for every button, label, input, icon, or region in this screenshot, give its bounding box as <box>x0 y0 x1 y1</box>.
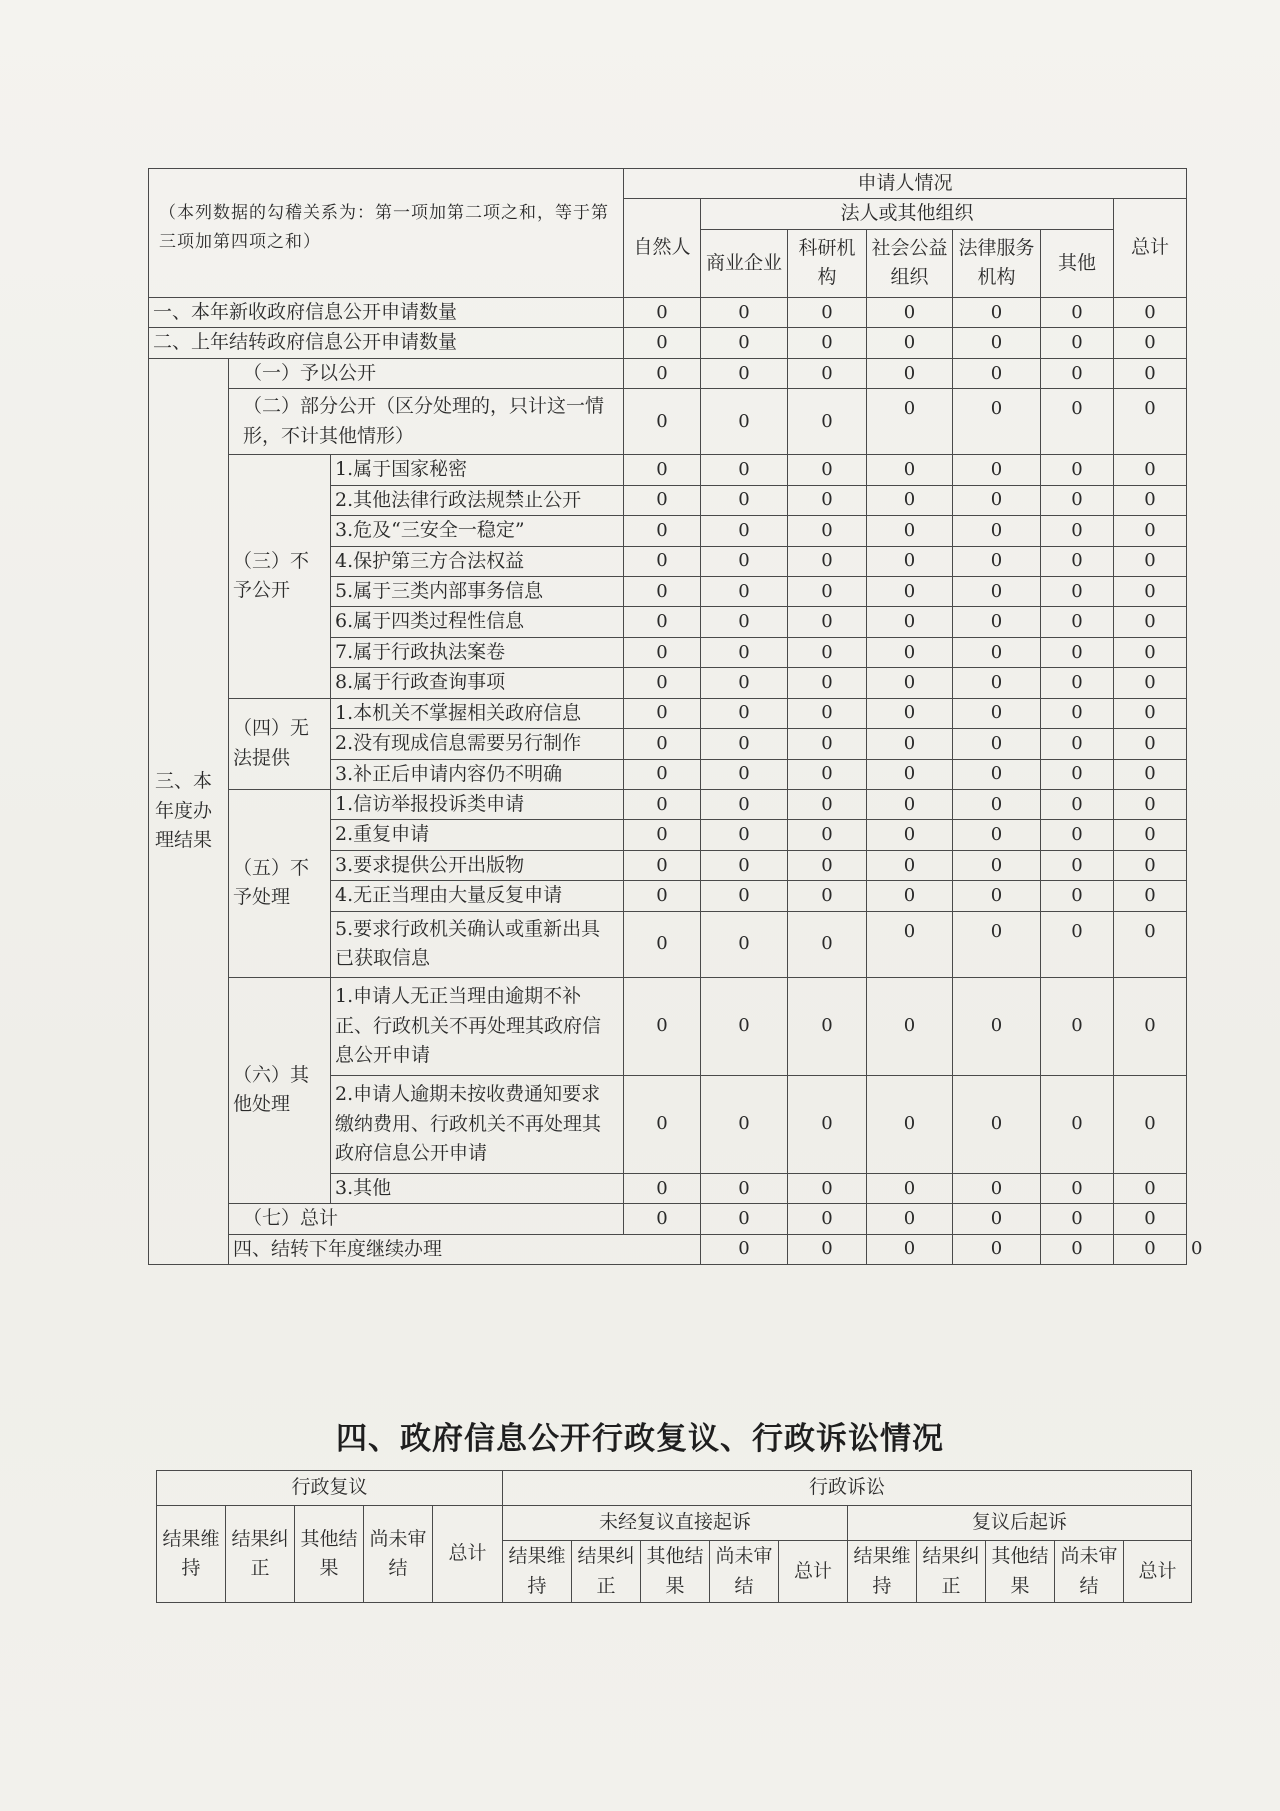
group-label: （三）不予公开 <box>229 455 331 699</box>
cell-value: 0 <box>701 668 788 698</box>
cell-value: 0 <box>701 546 788 576</box>
cell-value: 0 <box>867 455 953 485</box>
cell-value: 0 <box>1114 820 1187 850</box>
cell-value: 0 <box>1041 698 1114 728</box>
other-header: 其他 <box>1041 229 1114 297</box>
cell-value: 0 <box>624 881 701 911</box>
cell-value: 0 <box>788 1204 867 1234</box>
cell-value: 0 <box>1041 389 1114 455</box>
application-stats-table <box>148 168 1203 1265</box>
cell-value: 0 <box>701 850 788 880</box>
cell-value: 0 <box>624 607 701 637</box>
cell-value: 0 <box>867 546 953 576</box>
cell-value: 0 <box>1114 576 1187 606</box>
legal-group-header: 法人或其他组织 <box>701 199 1114 229</box>
cell-value: 0 <box>953 790 1041 820</box>
cell-value: 0 <box>788 977 867 1075</box>
cell-value: 0 <box>867 1234 953 1264</box>
cell-value: 0 <box>953 389 1041 455</box>
cell-value: 0 <box>1041 977 1114 1075</box>
cell-value: 0 <box>788 485 867 515</box>
row-label: 1.属于国家秘密 <box>331 455 624 485</box>
cell-value: 0 <box>788 297 867 327</box>
cell-value: 0 <box>953 546 1041 576</box>
group-label: （五）不予处理 <box>229 790 331 978</box>
col-header: 结果维持 <box>503 1541 572 1603</box>
cell-value: 0 <box>701 977 788 1075</box>
cell-value: 0 <box>1041 1234 1114 1264</box>
cell-value: 0 <box>867 759 953 789</box>
row-label: 4.保护第三方合法权益 <box>331 546 624 576</box>
cell-value: 0 <box>953 455 1041 485</box>
col-header: 尚未审结 <box>710 1541 779 1603</box>
cell-value: 0 <box>788 668 867 698</box>
cell-value: 0 <box>1114 1173 1187 1203</box>
table-row <box>149 790 1187 820</box>
cell-value: 0 <box>1114 698 1187 728</box>
cell-value: 0 <box>1041 637 1114 667</box>
row-label: 5.属于三类内部事务信息 <box>331 576 624 606</box>
row-label: 2.重复申请 <box>331 820 624 850</box>
total-header: 总计 <box>1114 199 1187 297</box>
cell-value: 0 <box>953 516 1041 546</box>
cell-value: 0 <box>624 729 701 759</box>
row-label: 3.要求提供公开出版物 <box>331 850 624 880</box>
cell-value: 0 <box>1114 297 1187 327</box>
cell-value: 0 <box>624 546 701 576</box>
cell-value: 0 <box>624 576 701 606</box>
cell-value: 0 <box>788 546 867 576</box>
cell-value: 0 <box>867 911 953 977</box>
table-row <box>149 358 1187 388</box>
cell-value: 0 <box>953 911 1041 977</box>
after-review-header: 复议后起诉 <box>848 1506 1192 1541</box>
cell-value: 0 <box>624 358 701 388</box>
cell-value: 0 <box>1114 911 1187 977</box>
cell-value: 0 <box>953 881 1041 911</box>
cell-value: 0 <box>1041 1173 1114 1203</box>
cell-value: 0 <box>867 850 953 880</box>
legal-service-header: 法律服务机构 <box>953 229 1041 297</box>
table-row <box>149 1204 1187 1234</box>
cell-value: 0 <box>1114 455 1187 485</box>
cell-value: 0 <box>953 820 1041 850</box>
col-header: 结果维持 <box>848 1541 917 1603</box>
col-header: 尚未审结 <box>364 1506 433 1603</box>
cell-value: 0 <box>953 485 1041 515</box>
cell-value: 0 <box>624 698 701 728</box>
cell-value: 0 <box>1041 546 1114 576</box>
row-label: 3.危及“三安全一稳定” <box>331 516 624 546</box>
cell-value: 0 <box>1114 546 1187 576</box>
cell-value: 0 <box>867 881 953 911</box>
cell-value: 0 <box>1041 790 1114 820</box>
cell-value: 0 <box>867 358 953 388</box>
cell-value: 0 <box>701 790 788 820</box>
cell-value: 0 <box>1041 297 1114 327</box>
cell-value: 0 <box>867 516 953 546</box>
table-row: 四、结转下年度继续办理 0 0 0 0 0 0 0 <box>149 1234 1187 1264</box>
cell-value: 0 <box>624 1173 701 1203</box>
cell-value: 0 <box>701 485 788 515</box>
cell-value: 0 <box>624 1075 701 1173</box>
table-row <box>149 297 1187 327</box>
cell-value: 0 <box>867 485 953 515</box>
cell-value: 0 <box>953 1075 1041 1173</box>
cell-value: 0 <box>953 358 1041 388</box>
cell-value: 0 <box>1041 485 1114 515</box>
cell-value: 0 <box>624 977 701 1075</box>
cell-value: 0 <box>1041 729 1114 759</box>
cell-value: 0 <box>701 389 788 455</box>
col-header: 其他结果 <box>641 1541 710 1603</box>
row-label: （一）予以公开 <box>229 358 624 388</box>
cell-value: 0 <box>953 698 1041 728</box>
natural-person-header: 自然人 <box>624 199 701 297</box>
cell-value: 0 <box>701 516 788 546</box>
cell-value: 0 <box>701 328 788 358</box>
cell-value: 0 <box>1114 977 1187 1075</box>
cell-value: 0 <box>953 297 1041 327</box>
cell-value: 0 <box>701 881 788 911</box>
cell-value: 0 <box>788 759 867 789</box>
cell-value: 0 <box>1114 1234 1187 1264</box>
commercial-header: 商业企业 <box>701 229 788 297</box>
cell-value: 0 <box>953 637 1041 667</box>
col-header: 结果纠正 <box>572 1541 641 1603</box>
row-label: 7.属于行政执法案卷 <box>331 637 624 667</box>
cell-value: 0 <box>953 576 1041 606</box>
table-row <box>149 328 1187 358</box>
cell-value: 0 <box>701 759 788 789</box>
cell-value: 0 <box>953 759 1041 789</box>
cell-value: 0 <box>953 668 1041 698</box>
cell-value: 0 <box>1114 759 1187 789</box>
row-label: 3.其他 <box>331 1173 624 1203</box>
row-label: （二）部分公开（区分处理的，只计这一情形，不计其他情形） <box>229 389 624 455</box>
cell-value: 0 <box>1041 820 1114 850</box>
cell-value: 0 <box>788 729 867 759</box>
cell-value: 0 <box>953 977 1041 1075</box>
col-header: 结果纠正 <box>226 1506 295 1603</box>
cell-value: 0 <box>1041 328 1114 358</box>
cell-value: 0 <box>867 328 953 358</box>
cell-value: 0 <box>788 790 867 820</box>
cell-value: 0 <box>788 358 867 388</box>
row-label: 6.属于四类过程性信息 <box>331 607 624 637</box>
cell-value: 0 <box>867 1204 953 1234</box>
table-row <box>149 389 1187 455</box>
group-label: （四）无法提供 <box>229 698 331 789</box>
cell-value: 0 <box>788 911 867 977</box>
cell-value: 0 <box>701 607 788 637</box>
cell-value: 0 <box>788 389 867 455</box>
cell-value: 0 <box>1114 389 1187 455</box>
cell-value: 0 <box>1041 668 1114 698</box>
cell-value: 0 <box>953 729 1041 759</box>
cell-value: 0 <box>1114 607 1187 637</box>
cell-value: 0 <box>788 637 867 667</box>
cell-value: 0 <box>788 455 867 485</box>
row-label: 2.其他法律行政法规禁止公开 <box>331 485 624 515</box>
cell-value: 0 <box>1114 1075 1187 1173</box>
cell-value: 0 <box>867 637 953 667</box>
cell-value: 0 <box>624 911 701 977</box>
review-litigation-table <box>156 1470 1192 1603</box>
row-label: （七）总计 <box>229 1204 624 1234</box>
cell-value: 0 <box>701 698 788 728</box>
cell-value: 0 <box>1114 850 1187 880</box>
cell-value: 0 <box>624 297 701 327</box>
col-header: 总计 <box>1124 1541 1192 1603</box>
row-label: 2.没有现成信息需要另行制作 <box>331 729 624 759</box>
row-label: 1.申请人无正当理由逾期不补正、行政机关不再处理其政府信息公开申请 <box>331 977 624 1075</box>
cell-value: 0 <box>1114 328 1187 358</box>
row-label: 1.本机关不掌握相关政府信息 <box>331 698 624 728</box>
research-header: 科研机构 <box>788 229 867 297</box>
cell-value: 0 <box>1041 1075 1114 1173</box>
cell-value: 0 <box>788 516 867 546</box>
cell-value: 0 <box>701 1075 788 1173</box>
section-title: 四、政府信息公开行政复议、行政诉讼情况 <box>336 1421 944 1457</box>
col-header: 尚未审结 <box>1055 1541 1124 1603</box>
cell-value: 0 <box>867 1173 953 1203</box>
cell-value: 0 <box>953 850 1041 880</box>
cell-value: 0 <box>953 1234 1041 1264</box>
col-header: 总计 <box>779 1541 848 1603</box>
cell-value: 0 <box>624 668 701 698</box>
cell-value: 0 <box>1114 516 1187 546</box>
col-header: 其他结果 <box>986 1541 1055 1603</box>
cell-value: 0 <box>701 637 788 667</box>
row-label: 二、上年结转政府信息公开申请数量 <box>149 328 624 358</box>
cell-value: 0 <box>1114 358 1187 388</box>
cell-value: 0 <box>624 850 701 880</box>
row-label: 四、结转下年度继续办理 <box>229 1234 701 1264</box>
cell-value: 0 <box>788 328 867 358</box>
group-label: （六）其他处理 <box>229 977 331 1203</box>
row-label: 5.要求行政机关确认或重新出具已获取信息 <box>331 911 624 977</box>
cell-value: 0 <box>624 516 701 546</box>
cell-value: 0 <box>701 297 788 327</box>
cell-value: 0 <box>1041 576 1114 606</box>
cell-value: 0 <box>867 576 953 606</box>
direct-header: 未经复议直接起诉 <box>503 1506 848 1541</box>
table-note: （本列数据的勾稽关系为：第一项加第二项之和，等于第三项加第四项之和） <box>149 169 624 298</box>
cell-value: 0 <box>1041 358 1114 388</box>
cell-value: 0 <box>1041 455 1114 485</box>
cell-value: 0 <box>624 790 701 820</box>
cell-value: 0 <box>788 607 867 637</box>
cell-value: 0 <box>867 820 953 850</box>
section3-label: 三、本年度办理结果 <box>149 358 229 1264</box>
cell-value: 0 <box>867 698 953 728</box>
cell-value: 0 <box>788 881 867 911</box>
cell-value: 0 <box>701 358 788 388</box>
row-label: 一、本年新收政府信息公开申请数量 <box>149 297 624 327</box>
cell-value: 0 <box>788 1075 867 1173</box>
cell-value: 0 <box>1114 790 1187 820</box>
cell-value: 0 <box>867 668 953 698</box>
cell-value: 0 <box>867 790 953 820</box>
cell-value: 0 <box>1114 668 1187 698</box>
cell-value: 0 <box>624 455 701 485</box>
cell-value: 0 <box>701 455 788 485</box>
cell-value: 0 <box>1114 729 1187 759</box>
cell-value: 0 <box>624 637 701 667</box>
cell-value: 0 <box>1041 1204 1114 1234</box>
cell-value: 0 <box>701 1173 788 1203</box>
cell-value: 0 <box>867 1075 953 1173</box>
cell-value: 0 <box>701 1234 788 1264</box>
cell-value: 0 <box>624 328 701 358</box>
cell-value: 0 <box>624 759 701 789</box>
cell-value: 0 <box>867 729 953 759</box>
cell-value: 0 <box>624 1204 701 1234</box>
cell-value: 0 <box>788 1173 867 1203</box>
row-label: 4.无正当理由大量反复申请 <box>331 881 624 911</box>
cell-value: 0 <box>788 576 867 606</box>
cell-value: 0 <box>867 389 953 455</box>
cell-value: 0 <box>1041 607 1114 637</box>
cell-value: 0 <box>1114 485 1187 515</box>
cell-value: 0 <box>788 850 867 880</box>
cell-value: 0 <box>701 820 788 850</box>
table-row <box>149 455 1187 485</box>
col-header: 其他结果 <box>295 1506 364 1603</box>
cell-value: 0 <box>788 820 867 850</box>
litigation-header: 行政诉讼 <box>503 1471 1192 1506</box>
cell-value: 0 <box>953 1204 1041 1234</box>
cell-value: 0 <box>701 729 788 759</box>
row-label: 2.申请人逾期未按收费通知要求缴纳费用、行政机关不再处理其政府信息公开申请 <box>331 1075 624 1173</box>
cell-value: 0 <box>1114 881 1187 911</box>
cell-value: 0 <box>1114 637 1187 667</box>
cell-value: 0 <box>1041 881 1114 911</box>
cell-value: 0 <box>701 576 788 606</box>
cell-value: 0 <box>624 820 701 850</box>
cell-value: 0 <box>953 607 1041 637</box>
cell-value: 0 <box>701 1204 788 1234</box>
row-label: 3.补正后申请内容仍不明确 <box>331 759 624 789</box>
cell-value: 0 <box>701 911 788 977</box>
cell-value: 0 <box>867 297 953 327</box>
row-label: 1.信访举报投诉类申请 <box>331 790 624 820</box>
table-row <box>149 698 1187 728</box>
cell-value: 0 <box>788 698 867 728</box>
cell-value: 0 <box>953 328 1041 358</box>
cell-value: 0 <box>1041 850 1114 880</box>
social-header: 社会公益组织 <box>867 229 953 297</box>
cell-value: 0 <box>624 485 701 515</box>
cell-value: 0 <box>788 1234 867 1264</box>
row-label: 8.属于行政查询事项 <box>331 668 624 698</box>
review-header: 行政复议 <box>157 1471 503 1506</box>
col-header: 结果纠正 <box>917 1541 986 1603</box>
cell-value: 0 <box>953 1173 1041 1203</box>
cell-value: 0 <box>1041 911 1114 977</box>
table-row <box>149 977 1187 1075</box>
cell-value: 0 <box>1041 759 1114 789</box>
cell-value: 0 <box>624 389 701 455</box>
cell-value: 0 <box>867 977 953 1075</box>
col-header: 结果维持 <box>157 1506 226 1603</box>
col-header: 总计 <box>433 1506 503 1603</box>
applicant-header: 申请人情况 <box>624 169 1187 199</box>
cell-value: 0 <box>1041 516 1114 546</box>
cell-value: 0 <box>1114 1204 1187 1234</box>
cell-value: 0 <box>867 607 953 637</box>
